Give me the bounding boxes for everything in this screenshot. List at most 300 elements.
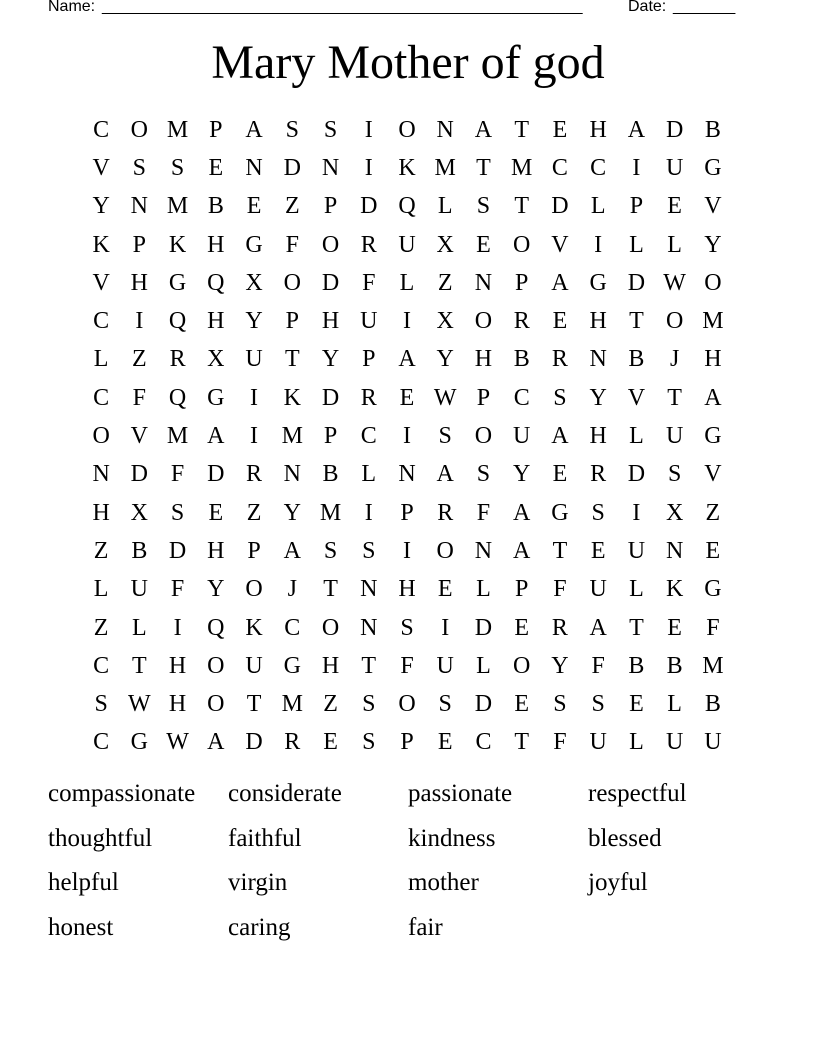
grid-letter: O <box>513 652 531 679</box>
grid-letter: L <box>629 729 644 756</box>
grid-letter: E <box>590 537 606 564</box>
word-list-item: faithful <box>228 824 302 852</box>
grid-letter: V <box>704 461 722 488</box>
word-list-item: fair <box>408 914 443 942</box>
word-list-item: caring <box>228 914 291 942</box>
word-list-item: joyful <box>588 869 648 897</box>
grid-letter: R <box>437 499 454 526</box>
grid-letter: N <box>474 269 493 296</box>
grid-letter: H <box>321 652 340 679</box>
grid-letter: T <box>284 346 300 373</box>
word-list-item: considerate <box>228 780 342 807</box>
grid-letter: P <box>247 537 261 564</box>
grid-letter: B <box>704 691 721 718</box>
grid-letter: B <box>322 461 339 488</box>
grid-row <box>82 609 732 647</box>
grid-letter: T <box>629 614 644 641</box>
grid-letter: Z <box>437 269 453 296</box>
grid-letter: B <box>513 346 530 373</box>
letter-grid <box>82 111 732 762</box>
grid-letter: L <box>399 269 415 296</box>
name-blank-line: ______________________________________________________ <box>102 0 583 15</box>
grid-letter: K <box>245 614 263 641</box>
grid-letter: C <box>551 154 568 181</box>
grid-letter: C <box>93 116 110 143</box>
grid-row <box>82 341 732 379</box>
grid-letter: M <box>511 154 533 181</box>
grid-letter: B <box>628 346 645 373</box>
grid-letter: G <box>283 652 301 679</box>
grid-letter: F <box>362 269 376 296</box>
grid-letter: S <box>362 691 376 718</box>
grid-letter: C <box>93 652 110 679</box>
grid-letter: W <box>128 691 151 718</box>
grid-letter: T <box>514 193 530 220</box>
grid-letter: S <box>132 154 147 181</box>
grid-letter: L <box>667 231 682 258</box>
grid-letter: Z <box>705 499 721 526</box>
grid-letter: P <box>400 729 414 756</box>
grid-letter: N <box>589 346 607 373</box>
grid-letter: O <box>283 269 301 296</box>
grid-letter: C <box>513 384 530 411</box>
page-title: Mary Mother of god <box>211 36 605 89</box>
grid-row <box>82 149 732 187</box>
grid-letter: A <box>589 614 607 641</box>
grid-letter: S <box>400 614 414 641</box>
grid-row <box>82 379 732 417</box>
grid-letter: U <box>245 346 263 373</box>
grid-letter: V <box>92 154 110 181</box>
word-list-item: passionate <box>408 780 513 807</box>
grid-letter: N <box>92 461 110 488</box>
grid-letter: Q <box>207 614 225 641</box>
grid-letter: D <box>321 384 340 411</box>
grid-letter: R <box>360 231 377 258</box>
grid-letter: E <box>552 116 568 143</box>
grid-letter: T <box>514 116 530 143</box>
grid-letter: E <box>667 193 682 220</box>
grid-letter: O <box>474 308 493 335</box>
grid-letter: O <box>207 652 225 679</box>
grid-letter: U <box>704 729 722 756</box>
grid-letter: S <box>553 691 567 718</box>
grid-letter: Q <box>168 384 187 411</box>
grid-letter: O <box>665 308 684 335</box>
grid-letter: W <box>663 269 686 296</box>
grid-letter: O <box>474 423 493 450</box>
grid-letter: S <box>553 384 567 411</box>
grid-letter: Y <box>513 461 531 488</box>
grid-letter: G <box>245 231 263 258</box>
grid-letter: A <box>245 116 263 143</box>
grid-letter: Q <box>207 269 225 296</box>
grid-row <box>82 647 732 685</box>
grid-letter: M <box>702 652 724 679</box>
grid-letter: U <box>665 423 684 450</box>
grid-letter: S <box>362 729 376 756</box>
grid-letter: C <box>360 423 377 450</box>
grid-letter: Z <box>93 614 109 641</box>
grid-letter: G <box>704 576 722 603</box>
grid-letter: P <box>476 384 491 411</box>
grid-letter: O <box>245 576 263 603</box>
grid-letter: F <box>285 231 299 258</box>
grid-row <box>82 571 732 609</box>
grid-row <box>82 417 732 455</box>
grid-letter: T <box>629 308 644 335</box>
grid-letter: A <box>436 461 454 488</box>
grid-letter: I <box>135 308 144 335</box>
grid-letter: U <box>398 231 416 258</box>
grid-letter: E <box>208 499 224 526</box>
grid-letter: X <box>436 308 454 335</box>
grid-letter: L <box>667 691 682 718</box>
grid-letter: L <box>590 193 606 220</box>
grid-letter: G <box>704 423 722 450</box>
grid-letter: O <box>398 691 416 718</box>
grid-letter: N <box>474 537 493 564</box>
grid-letter: G <box>207 384 225 411</box>
grid-letter: A <box>704 384 722 411</box>
grid-letter: E <box>629 691 644 718</box>
grid-letter: S <box>476 461 491 488</box>
grid-letter: A <box>513 537 531 564</box>
grid-letter: U <box>360 308 378 335</box>
grid-letter: B <box>207 193 224 220</box>
grid-letter: I <box>173 614 182 641</box>
grid-letter: B <box>704 116 721 143</box>
grid-letter: A <box>627 116 646 143</box>
grid-letter: X <box>130 499 149 526</box>
grid-letter: F <box>476 499 491 526</box>
grid-letter: S <box>362 537 376 564</box>
grid-letter: D <box>474 614 493 641</box>
grid-letter: N <box>436 116 454 143</box>
grid-letter: Q <box>168 308 187 335</box>
grid-letter: U <box>665 154 684 181</box>
grid-letter: O <box>130 116 149 143</box>
grid-letter: U <box>589 576 607 603</box>
grid-letter: O <box>704 269 722 296</box>
grid-letter: P <box>362 346 376 373</box>
grid-letter: V <box>92 269 110 296</box>
grid-letter: S <box>591 691 605 718</box>
grid-letter: N <box>283 461 301 488</box>
grid-letter: P <box>629 193 644 220</box>
grid-letter: Y <box>704 231 722 258</box>
grid-row <box>82 264 732 302</box>
grid-letter: F <box>400 652 414 679</box>
grid-letter: D <box>627 269 646 296</box>
name-label: Name: <box>48 0 96 15</box>
grid-letter: M <box>281 691 303 718</box>
grid-row <box>82 494 732 532</box>
grid-letter: R <box>169 346 186 373</box>
grid-letter: G <box>168 269 187 296</box>
grid-letter: A <box>283 537 301 564</box>
grid-letter: Z <box>284 193 300 220</box>
grid-letter: I <box>402 423 411 450</box>
grid-letter: S <box>170 499 185 526</box>
grid-letter: D <box>168 537 187 564</box>
grid-letter: J <box>287 576 297 603</box>
grid-letter: T <box>132 652 147 679</box>
grid-letter: I <box>632 499 641 526</box>
grid-letter: K <box>398 154 416 181</box>
grid-row <box>82 456 732 494</box>
word-list-item: mother <box>408 869 479 897</box>
grid-letter: Z <box>323 691 338 718</box>
word-list-item: helpful <box>48 869 119 897</box>
grid-letter: T <box>514 729 530 756</box>
grid-row <box>82 302 732 340</box>
grid-letter: B <box>131 537 148 564</box>
grid-letter: D <box>627 461 646 488</box>
grid-letter: K <box>168 231 187 258</box>
grid-letter: A <box>398 346 416 373</box>
grid-letter: D <box>474 691 493 718</box>
grid-letter: L <box>629 423 644 450</box>
grid-letter: P <box>400 499 414 526</box>
grid-letter: P <box>285 308 299 335</box>
grid-letter: H <box>704 346 722 373</box>
grid-letter: N <box>360 614 378 641</box>
grid-letter: W <box>433 384 457 411</box>
grid-letter: D <box>207 461 225 488</box>
grid-letter: D <box>283 154 301 181</box>
grid-letter: P <box>323 193 338 220</box>
grid-letter: O <box>321 231 340 258</box>
grid-letter: H <box>398 576 416 603</box>
grid-letter: U <box>513 423 531 450</box>
grid-letter: Q <box>398 193 416 220</box>
grid-letter: I <box>364 499 373 526</box>
grid-letter: X <box>207 346 225 373</box>
grid-letter: N <box>130 193 149 220</box>
grid-letter: Y <box>283 499 301 526</box>
grid-letter: R <box>590 461 607 488</box>
grid-letter: D <box>245 729 263 756</box>
grid-letter: S <box>94 691 108 718</box>
grid-letter: P <box>209 116 223 143</box>
grid-letter: H <box>589 116 607 143</box>
grid-letter: D <box>551 193 569 220</box>
word-list-item: kindness <box>408 824 496 852</box>
grid-letter: U <box>245 652 263 679</box>
grid-letter: M <box>166 423 189 450</box>
grid-letter: D <box>130 461 149 488</box>
grid-letter: H <box>207 308 225 335</box>
grid-letter: K <box>92 231 110 258</box>
grid-letter: A <box>474 116 493 143</box>
grid-letter: V <box>551 231 569 258</box>
grid-letter: C <box>93 729 110 756</box>
grid-letter: C <box>590 154 607 181</box>
grid-letter: O <box>398 116 416 143</box>
grid-letter: R <box>551 346 568 373</box>
grid-letter: I <box>250 423 259 450</box>
grid-letter: S <box>170 154 185 181</box>
grid-letter: S <box>476 193 491 220</box>
grid-letter: F <box>170 576 185 603</box>
grid-letter: Z <box>93 537 109 564</box>
grid-letter: J <box>669 346 680 373</box>
grid-letter: X <box>665 499 684 526</box>
grid-letter: V <box>627 384 646 411</box>
grid-letter: M <box>702 308 724 335</box>
grid-letter: E <box>476 231 491 258</box>
grid-letter: F <box>591 652 605 679</box>
grid-letter: H <box>92 499 110 526</box>
grid-letter: E <box>667 614 682 641</box>
grid-letter: S <box>438 423 452 450</box>
grid-letter: T <box>476 154 491 181</box>
grid-letter: T <box>361 652 377 679</box>
grid-letter: H <box>168 652 187 679</box>
grid-letter: L <box>629 576 644 603</box>
grid-letter: V <box>130 423 149 450</box>
grid-letter: F <box>553 729 567 756</box>
grid-letter: Y <box>589 384 607 411</box>
grid-letter: E <box>552 461 568 488</box>
grid-letter: D <box>321 269 340 296</box>
grid-letter: N <box>360 576 378 603</box>
grid-letter: G <box>589 269 607 296</box>
grid-letter: U <box>130 576 149 603</box>
grid-letter: T <box>246 691 262 718</box>
grid-letter: T <box>667 384 682 411</box>
word-list <box>48 780 768 959</box>
grid-letter: C <box>284 614 301 641</box>
grid-letter: L <box>93 576 109 603</box>
grid-letter: T <box>552 537 568 564</box>
grid-letter: I <box>441 614 450 641</box>
grid-letter: I <box>364 154 373 181</box>
grid-letter: U <box>665 729 684 756</box>
grid-letter: L <box>132 614 147 641</box>
grid-letter: I <box>364 116 373 143</box>
grid-letter: F <box>170 461 185 488</box>
word-list-item: virgin <box>228 869 288 897</box>
grid-letter: M <box>166 193 189 220</box>
grid-letter: H <box>321 308 340 335</box>
grid-letter: V <box>704 193 722 220</box>
grid-letter: U <box>436 652 454 679</box>
grid-letter: C <box>475 729 492 756</box>
grid-letter: Y <box>551 652 569 679</box>
grid-letter: S <box>323 116 338 143</box>
grid-letter: K <box>283 384 301 411</box>
grid-letter: E <box>437 576 453 603</box>
grid-letter: O <box>92 423 110 450</box>
grid-letter: I <box>402 308 411 335</box>
grid-letter: T <box>323 576 338 603</box>
grid-letter: A <box>207 423 225 450</box>
header-line <box>48 0 748 18</box>
grid-letter: N <box>398 461 416 488</box>
grid-letter: U <box>589 729 607 756</box>
grid-letter: R <box>284 729 301 756</box>
grid-letter: H <box>130 269 149 296</box>
grid-letter: L <box>93 346 109 373</box>
grid-letter: M <box>166 116 189 143</box>
grid-letter: B <box>628 652 645 679</box>
grid-letter: H <box>589 308 607 335</box>
grid-letter: I <box>632 154 641 181</box>
grid-letter: F <box>553 576 567 603</box>
grid-letter: S <box>438 691 452 718</box>
word-list-item: honest <box>48 914 114 942</box>
word-list-item: blessed <box>588 824 662 852</box>
grid-letter: E <box>514 691 530 718</box>
grid-letter: H <box>589 423 607 450</box>
word-list-item: respectful <box>588 780 687 807</box>
grid-row <box>82 685 732 723</box>
grid-letter: N <box>245 154 263 181</box>
date-label: Date: <box>628 0 667 15</box>
grid-letter: N <box>665 537 684 564</box>
grid-letter: X <box>436 231 454 258</box>
grid-letter: H <box>168 691 187 718</box>
grid-letter: K <box>665 576 684 603</box>
grid-letter: O <box>436 537 454 564</box>
grid-letter: E <box>514 614 530 641</box>
grid-row <box>82 532 732 570</box>
grid-letter: L <box>629 231 644 258</box>
grid-letter: E <box>552 308 568 335</box>
grid-letter: H <box>207 537 225 564</box>
grid-letter: L <box>437 193 453 220</box>
grid-letter: F <box>132 384 147 411</box>
grid-letter: M <box>281 423 303 450</box>
grid-letter: C <box>93 308 110 335</box>
grid-letter: D <box>360 193 378 220</box>
word-list-item: compassionate <box>48 780 196 807</box>
grid-letter: H <box>474 346 493 373</box>
grid-letter: E <box>208 154 224 181</box>
grid-letter: D <box>665 116 684 143</box>
grid-letter: G <box>551 499 569 526</box>
grid-letter: L <box>476 652 491 679</box>
grid-letter: F <box>706 614 720 641</box>
grid-row <box>82 226 732 264</box>
grid-letter: W <box>166 729 189 756</box>
grid-letter: G <box>130 729 149 756</box>
grid-letter: O <box>207 691 225 718</box>
grid-row <box>82 724 732 762</box>
word-list-item: thoughtful <box>48 824 153 852</box>
grid-letter: O <box>321 614 340 641</box>
grid-letter: B <box>666 652 683 679</box>
grid-letter: A <box>551 423 569 450</box>
grid-letter: A <box>551 269 569 296</box>
grid-letter: Y <box>245 308 263 335</box>
grid-letter: Y <box>436 346 454 373</box>
grid-letter: X <box>245 269 263 296</box>
grid-letter: L <box>476 576 491 603</box>
grid-letter: R <box>551 614 568 641</box>
grid-letter: S <box>591 499 605 526</box>
grid-letter: O <box>513 231 531 258</box>
grid-letter: S <box>323 537 338 564</box>
grid-letter: L <box>361 461 377 488</box>
grid-letter: M <box>319 499 342 526</box>
grid-letter: R <box>513 308 530 335</box>
grid-letter: R <box>246 461 263 488</box>
grid-letter: P <box>515 576 529 603</box>
grid-letter: E <box>323 729 338 756</box>
